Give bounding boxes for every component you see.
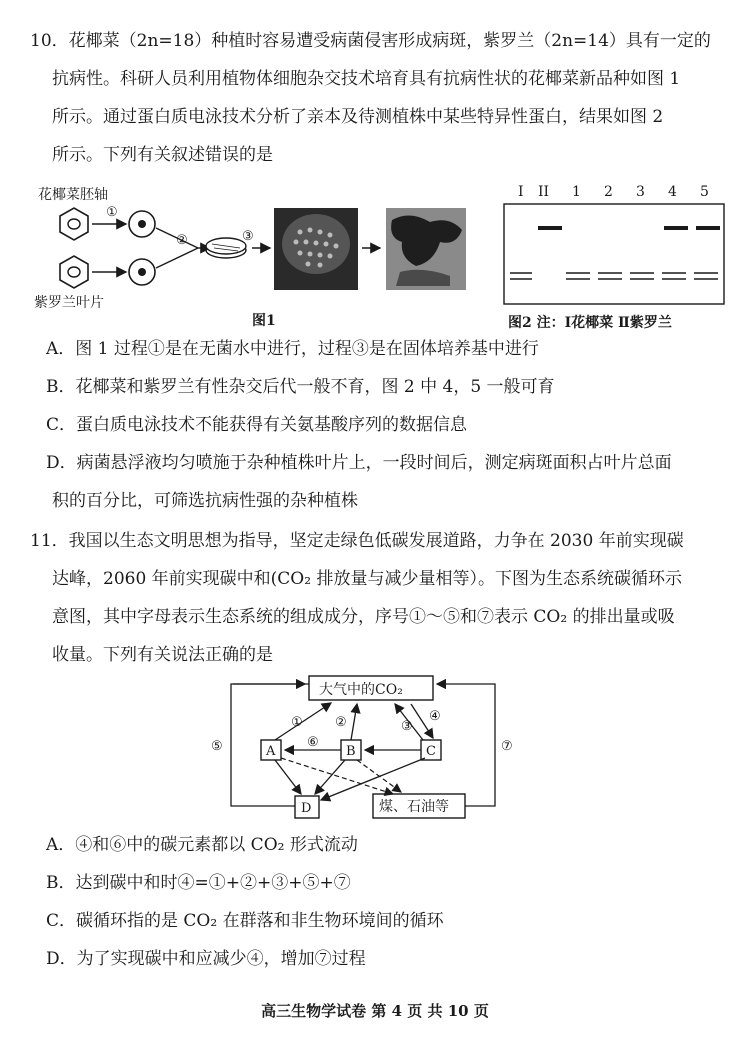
q11-option-c[interactable] [46, 910, 444, 932]
fig1-step-2: ② [176, 233, 188, 248]
q11-option-c-letter: C． [46, 911, 77, 931]
fig2-caption: 图2 注：Ⅰ花椰菜 Ⅱ紫罗兰 [508, 315, 672, 331]
flow-3-label: ③ [401, 719, 413, 734]
fig1-step-3: ③ [242, 229, 254, 244]
q10-option-a-text: 图 1 过程①是在无菌水中进行，过程③是在固体培养基中进行 [75, 339, 539, 359]
fossil-fuel-label: 煤、石油等 [379, 799, 449, 815]
page-footer: 高三生物学试卷 第 4 页 共 10 页 [261, 1002, 489, 1020]
fig1-hexagon-cell-top [60, 208, 88, 240]
flow-6-label: ⑥ [307, 735, 319, 750]
q11-option-b[interactable] [46, 872, 351, 894]
q10-option-b-letter: B． [46, 377, 76, 397]
q10-option-a[interactable] [46, 338, 539, 360]
q10-option-d-letter: D． [46, 453, 77, 473]
fig2-gel-frame [504, 204, 724, 304]
q10-option-b[interactable] [46, 376, 555, 398]
node-c-label: C [426, 744, 436, 759]
q10-stem-line-3: 所示。通过蛋白质电泳技术分析了亲本及待测植株中某些特异性蛋白，结果如图 2 [52, 107, 664, 127]
fig1-protoplast-top [129, 211, 155, 237]
fig1-label-violet: 紫罗兰叶片 [34, 295, 104, 311]
q11-stem-line-4: 收量。下列有关说法正确的是 [52, 645, 273, 665]
fig1-hexagon-cell-bottom [60, 256, 88, 288]
q10-option-a-letter: A． [46, 339, 76, 359]
flow-2-label: ② [335, 715, 347, 730]
q10-option-c-letter: C． [46, 415, 77, 435]
q11-stem-line-3: 意图，其中字母表示生态系统的组成成分，序号①～⑤和⑦表示 CO₂ 的排出量或吸 [52, 607, 675, 627]
figure-2 [500, 180, 730, 330]
flow-7-label: ⑦ [501, 739, 513, 754]
fig1-step-1: ① [106, 205, 118, 220]
q11-stem-line-2: 达峰，2060 年前实现碳中和(CO₂ 排放量与减少量相等）。下图为生态系统碳循环示 [52, 569, 682, 589]
q10-option-d-text-1: 病菌悬浮液均匀喷施于杂种植株叶片上，一段时间后，测定病斑面积占叶片总面 [76, 453, 672, 473]
flow-1-label: ① [291, 715, 303, 730]
figure-1 [30, 180, 490, 330]
fig1-diagram [30, 180, 490, 330]
fig1-callus-photo [274, 208, 358, 290]
q10-stem-line-2: 抗病性。科研人员利用植物体细胞杂交技术培育具有抗病性状的花椰菜新品种如图 1 [52, 69, 681, 89]
atmosphere-label: 大气中的CO₂ [319, 682, 403, 698]
q10-stem-line-4: 所示。下列有关叙述错误的是 [52, 145, 273, 165]
q10-option-d-text-2: 积的百分比，可筛选抗病性强的杂种植株 [52, 491, 358, 511]
carbon-cycle-diagram [205, 670, 525, 830]
fig2-gel [500, 180, 730, 310]
fig1-petri-dish [206, 238, 246, 258]
q11-option-b-text: 达到碳中和时④=①+②+③+⑤+⑦ [75, 873, 351, 893]
fig2-lane-II: II [538, 184, 550, 200]
q11-option-d-text: 为了实现碳中和应减少④，增加⑦过程 [76, 949, 366, 969]
flow-4-label: ④ [429, 709, 441, 724]
q11-option-a-text: ④和⑥中的碳元素都以 CO₂ 形式流动 [75, 835, 358, 855]
fig2-lane-4: 4 [668, 184, 677, 200]
q11-stem-line-1: 11．我国以生态文明思想为指导，坚定走绿色低碳发展道路，力争在 2030 年前实现碳 [30, 531, 684, 551]
fig2-lane-1: 1 [572, 184, 581, 200]
q11-option-d-letter: D． [46, 949, 77, 969]
q11-option-c-text: 碳循环指的是 CO₂ 在群落和非生物环境间的循环 [76, 911, 444, 931]
node-a-label: A [266, 744, 276, 759]
fig1-label-cauliflower: 花椰菜胚轴 [38, 187, 108, 203]
q11-option-b-letter: B． [46, 873, 76, 893]
q10-stem-line-1: 10．花椰菜（2n=18）种植时容易遭受病菌侵害形成病斑，紫罗兰（2n=14）具有一定的 [30, 31, 711, 51]
q10-option-b-text: 花椰菜和紫罗兰有性杂交后代一般不育，图 2 中 4，5 一般可育 [75, 377, 555, 397]
fig2-lane-5: 5 [700, 184, 709, 200]
flow-5-label: ⑤ [211, 739, 223, 754]
q10-option-d[interactable] [46, 452, 672, 474]
node-b-label: B [346, 744, 356, 759]
fig1-caption: 图1 [252, 313, 276, 329]
node-d-label: D [301, 801, 312, 816]
q10-option-c[interactable] [46, 414, 467, 436]
fig2-lane-2: 2 [604, 184, 613, 200]
fig2-lane-3: 3 [636, 184, 645, 200]
fig1-protoplast-bottom [129, 259, 155, 285]
q10-option-c-text: 蛋白质电泳技术不能获得有关氨基酸序列的数据信息 [76, 415, 468, 435]
fig2-lane-I: I [518, 184, 524, 200]
fig1-plantlet-photo [386, 208, 466, 290]
q11-option-a-letter: A． [46, 835, 76, 855]
fig2-bands-lower [510, 273, 718, 279]
q11-option-a[interactable] [46, 834, 358, 856]
q11-option-d[interactable] [46, 948, 366, 970]
